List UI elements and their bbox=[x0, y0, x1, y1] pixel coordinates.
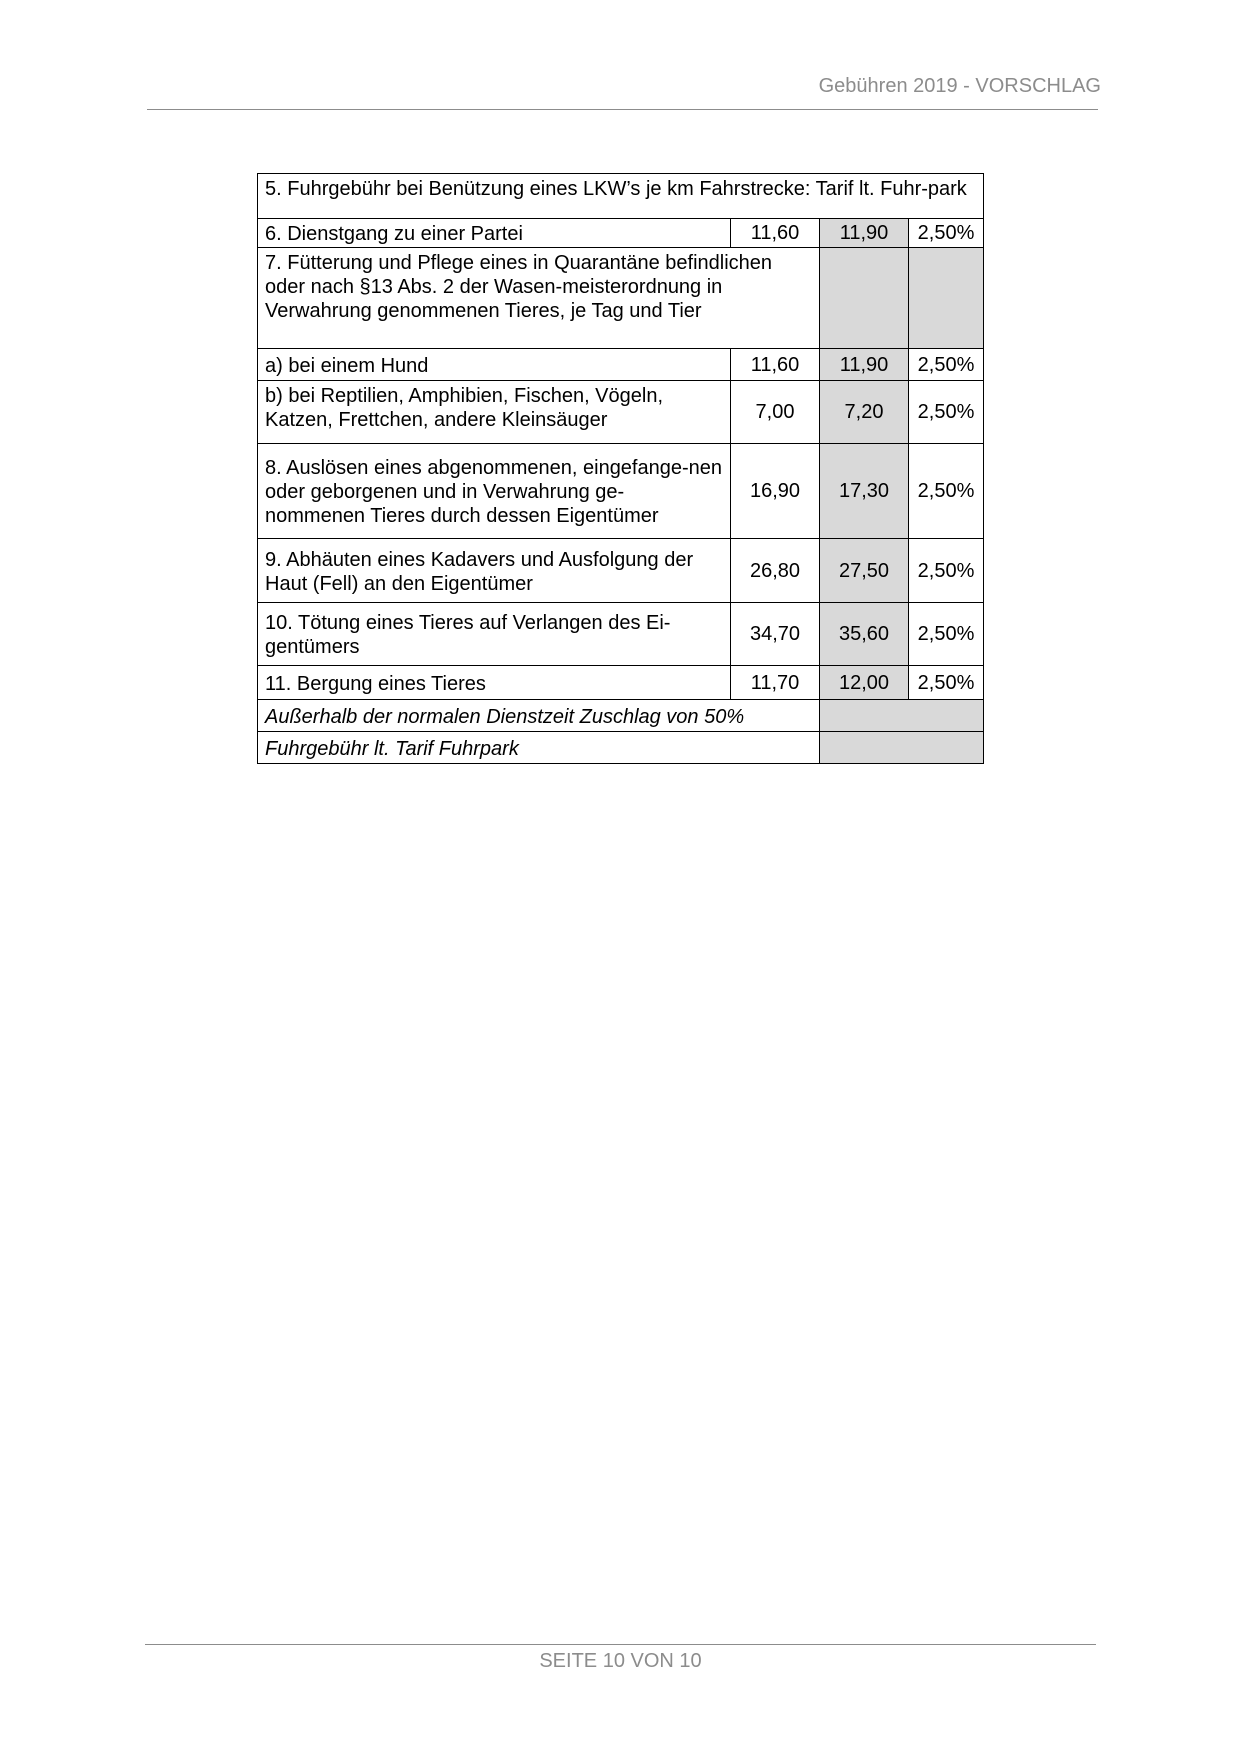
row-label: 6. Dienstgang zu einer Partei bbox=[258, 219, 731, 248]
percent-change: 2,50% bbox=[909, 349, 984, 381]
row-label: 10. Tötung eines Tieres auf Verlangen des Ei-gentümers bbox=[258, 603, 731, 666]
table-row bbox=[258, 603, 984, 666]
empty-shaded-cell bbox=[820, 732, 984, 764]
value-2018: 7,00 bbox=[731, 381, 820, 444]
page-header-title: Gebühren 2019 - VORSCHLAG bbox=[818, 75, 1101, 97]
row-label: a) bei einem Hund bbox=[258, 349, 731, 381]
percent-change: 2,50% bbox=[909, 381, 984, 444]
value-2018: 11,60 bbox=[731, 219, 820, 248]
header-divider bbox=[147, 109, 1098, 110]
table-row bbox=[258, 444, 984, 539]
row-label: b) bei Reptilien, Amphibien, Fischen, Vögeln, Katzen, Frettchen, andere Kleinsäuger bbox=[258, 381, 731, 444]
value-2019: 27,50 bbox=[820, 539, 909, 603]
value-2018: 11,70 bbox=[731, 666, 820, 700]
table-row bbox=[258, 219, 984, 248]
value-2018: 16,90 bbox=[731, 444, 820, 539]
row-label: 9. Abhäuten eines Kadavers und Ausfolgung der Haut (Fell) an den Eigentümer bbox=[258, 539, 731, 603]
value-2018: 26,80 bbox=[731, 539, 820, 603]
row-label: 5. Fuhrgebühr bei Benützung eines LKW’s je km Fahrstrecke: Tarif lt. Fuhr-park bbox=[258, 174, 984, 219]
table-row bbox=[258, 732, 984, 764]
table-row bbox=[258, 381, 984, 444]
value-2019: 7,20 bbox=[820, 381, 909, 444]
surcharge-note: Außerhalb der normalen Dienstzeit Zuschlag von 50% bbox=[258, 700, 820, 732]
percent-change: 2,50% bbox=[909, 219, 984, 248]
table-row bbox=[258, 666, 984, 700]
percent-change: 2,50% bbox=[909, 539, 984, 603]
value-2018: 11,60 bbox=[731, 349, 820, 381]
row-label: 7. Fütterung und Pflege eines in Quarantäne befindlichen oder nach §13 Abs. 2 der Wasen-meisterordnung in Verwahrung genommenen Tieres, je Tag und Tier bbox=[258, 248, 820, 349]
table-row bbox=[258, 700, 984, 732]
transport-fee-note: Fuhrgebühr lt. Tarif Fuhrpark bbox=[258, 732, 820, 764]
percent-change: 2,50% bbox=[909, 603, 984, 666]
fee-table bbox=[257, 173, 984, 764]
table-row bbox=[258, 539, 984, 603]
page-number: SEITE 10 VON 10 bbox=[539, 1650, 702, 1672]
table-row bbox=[258, 248, 984, 349]
table-row bbox=[258, 349, 984, 381]
percent-change: 2,50% bbox=[909, 444, 984, 539]
table-row bbox=[258, 174, 984, 219]
row-label: 11. Bergung eines Tieres bbox=[258, 666, 731, 700]
percent-change: 2,50% bbox=[909, 666, 984, 700]
value-2019: 11,90 bbox=[820, 219, 909, 248]
empty-shaded-cell bbox=[820, 700, 984, 732]
value-2019: 17,30 bbox=[820, 444, 909, 539]
value-2019: 12,00 bbox=[820, 666, 909, 700]
value-2019: 11,90 bbox=[820, 349, 909, 381]
row-label: 8. Auslösen eines abgenommenen, eingefange-nen oder geborgenen und in Verwahrung ge-nommenen Tieres durch dessen Eigentümer bbox=[258, 444, 731, 539]
empty-shaded-cell bbox=[820, 248, 909, 349]
value-2018: 34,70 bbox=[731, 603, 820, 666]
empty-shaded-cell bbox=[909, 248, 984, 349]
footer-divider bbox=[145, 1644, 1096, 1645]
value-2019: 35,60 bbox=[820, 603, 909, 666]
